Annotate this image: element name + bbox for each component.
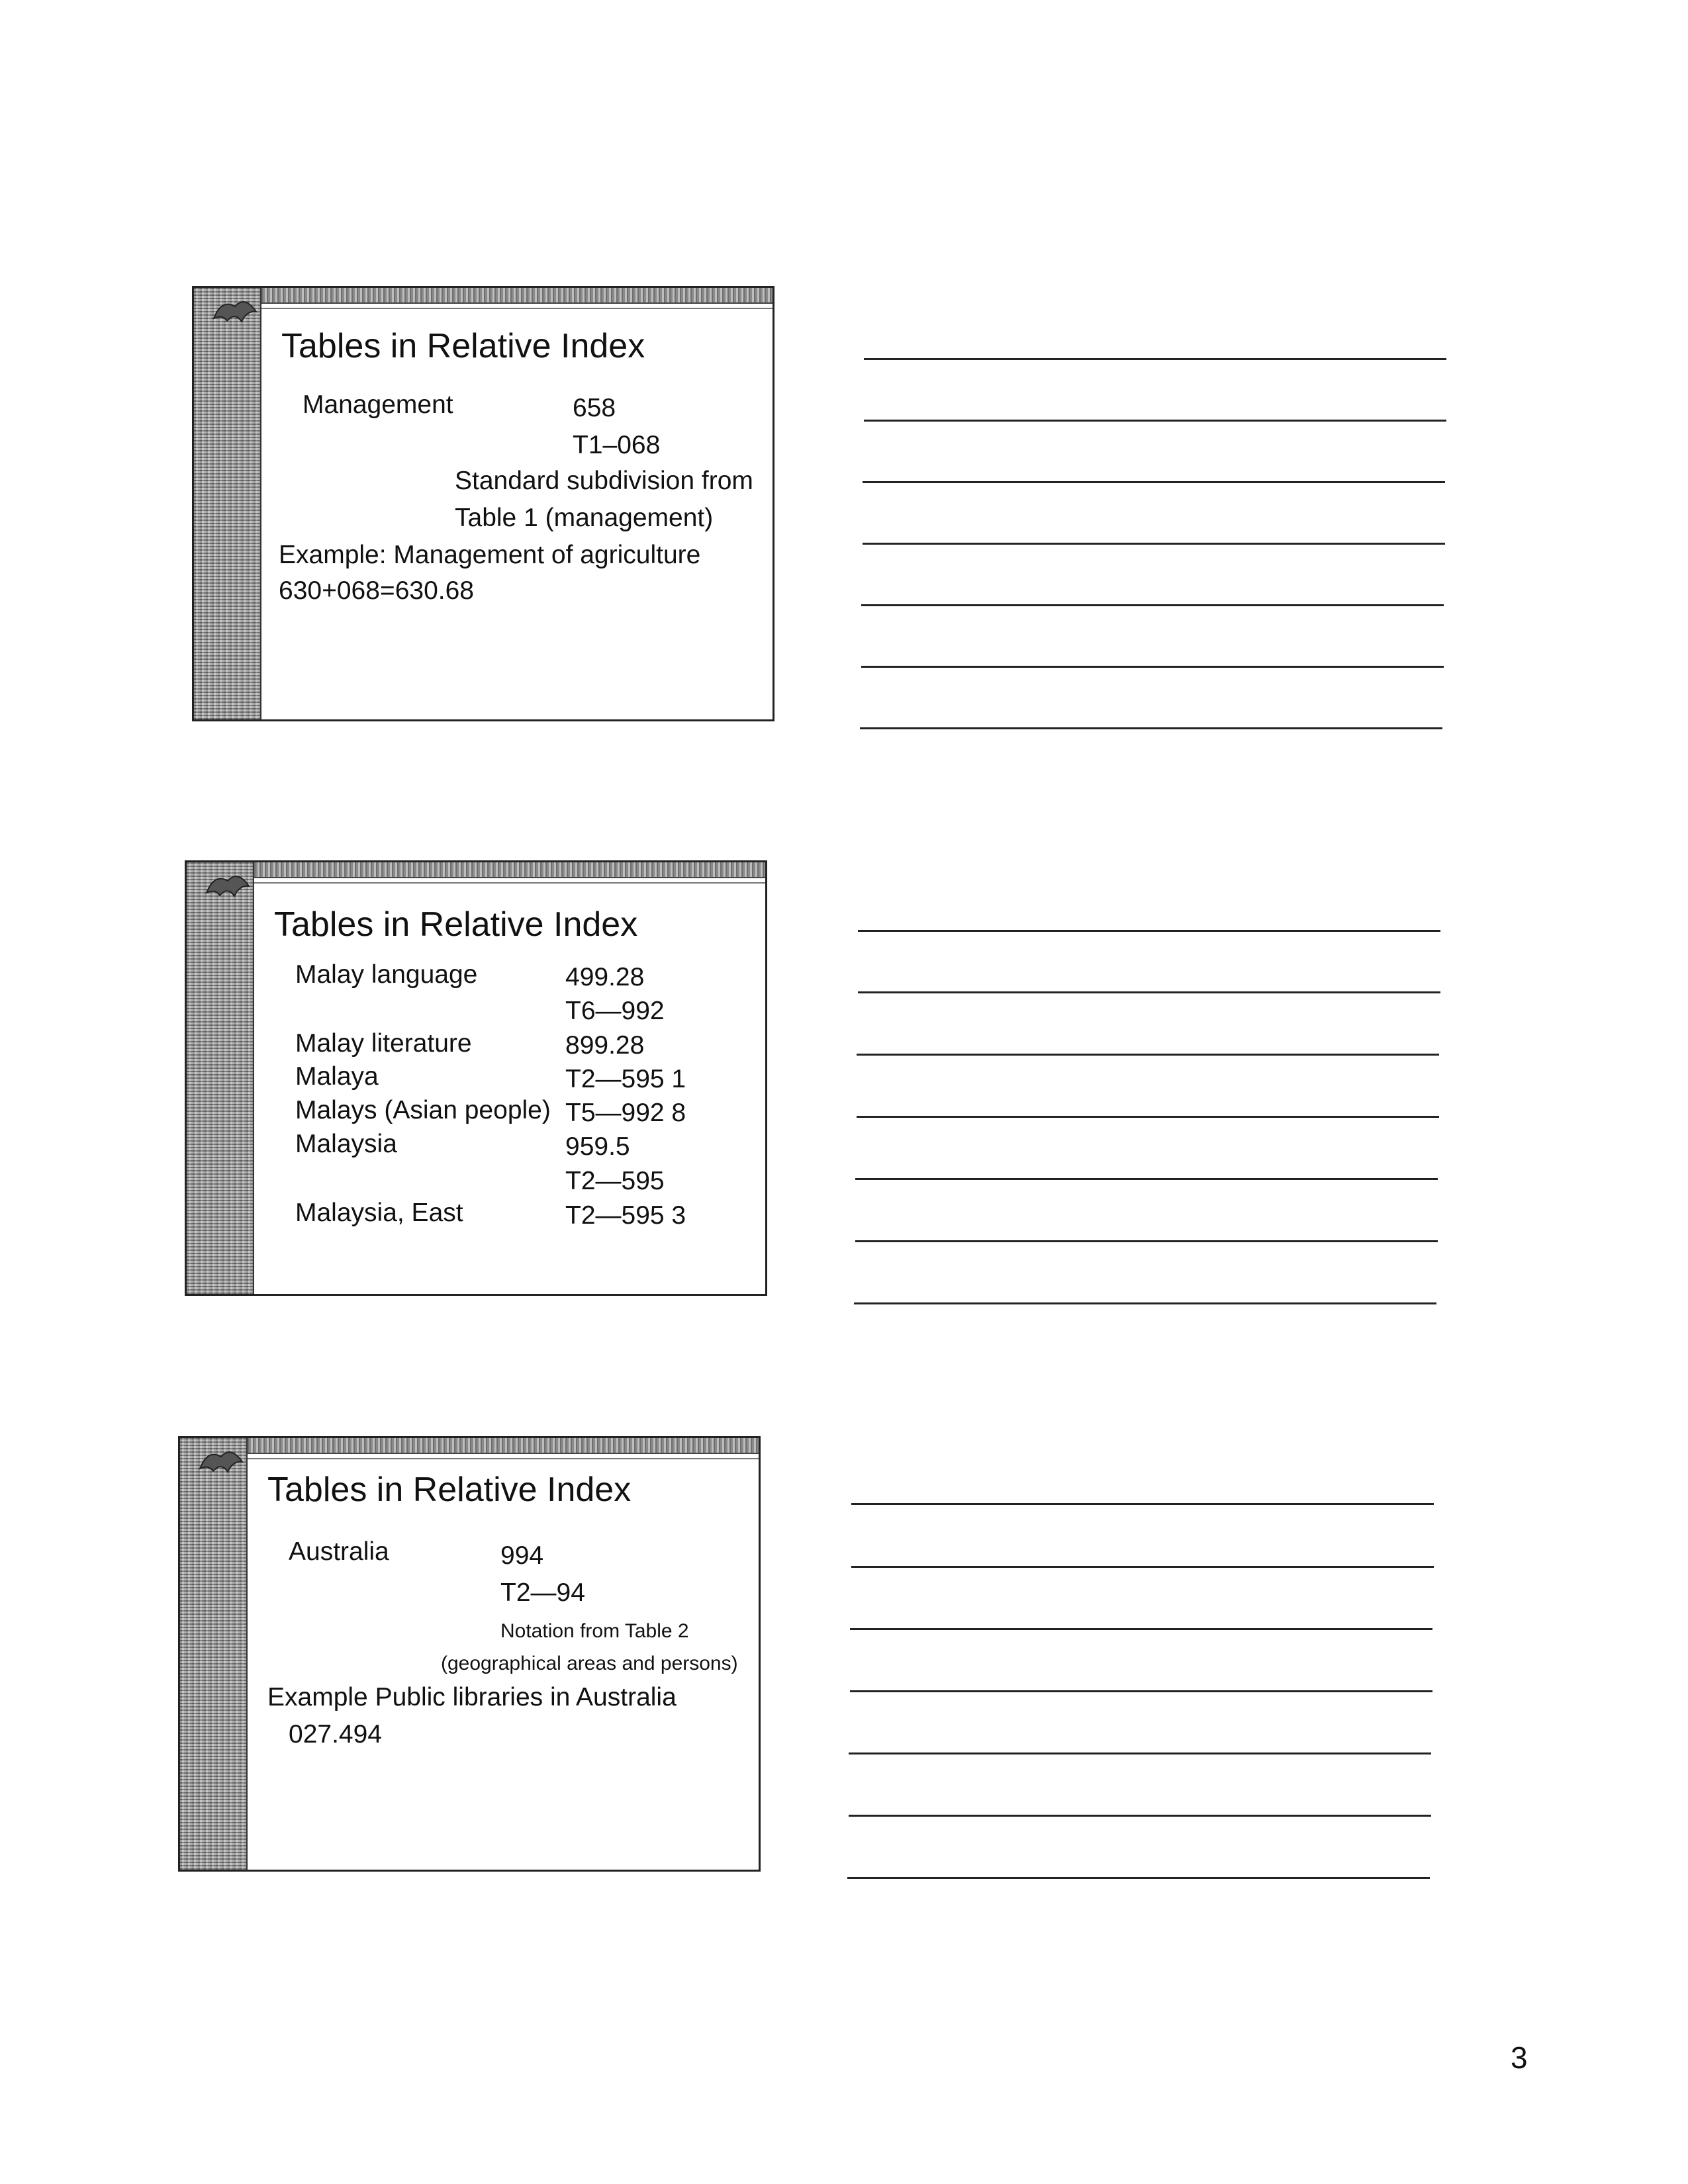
slide-title: Tables in Relative Index [267,1471,632,1509]
note-line-rule [847,1877,1430,1879]
slide-title: Tables in Relative Index [281,327,645,365]
slide-logo-icon [195,1442,248,1482]
note-line-rule [850,1628,1432,1630]
index-number: T5—992 8 [565,1099,686,1127]
slide-sidebar [180,1438,248,1870]
slide-1 [192,286,774,721]
slide-header-bar [194,288,773,304]
slide-header-bar [187,862,765,878]
note-line-rule [857,1054,1439,1056]
note-line-rule [860,727,1442,729]
note-line-rule [850,1690,1432,1692]
note-line-rule [849,1752,1431,1754]
index-number: 994 [500,1541,544,1570]
index-number: 658 [573,394,616,422]
page-number: 3 [1511,2040,1528,2075]
index-number: T2—595 [565,1167,665,1195]
slide-sidebar [187,862,254,1294]
note-line-rule [858,930,1440,932]
note-line-rule [857,1116,1439,1118]
slide-title: Tables in Relative Index [274,905,638,944]
index-term: Malaya [295,1062,379,1091]
slide-2 [185,860,767,1296]
slide-3 [178,1436,761,1872]
slide-logo-icon [209,292,261,332]
note-line-rule [849,1815,1431,1817]
note-line-rule [863,481,1445,483]
slide-sidebar [194,288,261,719]
index-term: Malaysia [295,1130,397,1158]
index-number: T6—992 [565,997,665,1025]
index-term: Malays (Asian people) [295,1096,551,1124]
index-term: Australia [289,1537,389,1566]
note-line-rule [854,1302,1436,1304]
index-term: Malay literature [295,1029,472,1058]
note-line: Notation from Table 2 [500,1620,689,1642]
index-term: Management [303,390,453,419]
note-line-rule [861,666,1444,668]
note-line-rule [855,1178,1438,1180]
note-line: Table 1 (management) [455,504,714,532]
index-number: T2—595 3 [565,1201,686,1230]
note-line-rule [858,991,1440,993]
example-result: 027.494 [289,1720,382,1749]
index-number: 899.28 [565,1031,645,1060]
index-term: Malaysia, East [295,1199,463,1227]
example-line: Example Public libraries in Australia [267,1683,677,1711]
slide-logo-icon [201,866,254,906]
index-number: T1–068 [573,431,661,459]
slide-header-bar [180,1438,759,1454]
note-line-rule [863,543,1445,545]
index-number: T2—94 [500,1578,585,1607]
note-line-rule [855,1240,1438,1242]
note-line-rule [864,358,1446,360]
note-line-rule [864,420,1446,422]
note-line-rule [861,604,1444,606]
note-line: (geographical areas and persons) [441,1653,738,1674]
index-number: 499.28 [565,963,645,991]
example-result: 630+068=630.68 [279,576,474,605]
index-number: T2—595 1 [565,1065,686,1093]
index-term: Malay language [295,960,478,989]
index-number: 959.5 [565,1132,630,1161]
note-line-rule [851,1503,1434,1505]
note-line-rule [851,1566,1434,1568]
note-line: Standard subdivision from [455,467,753,495]
example-line: Example: Management of agriculture [279,541,701,569]
